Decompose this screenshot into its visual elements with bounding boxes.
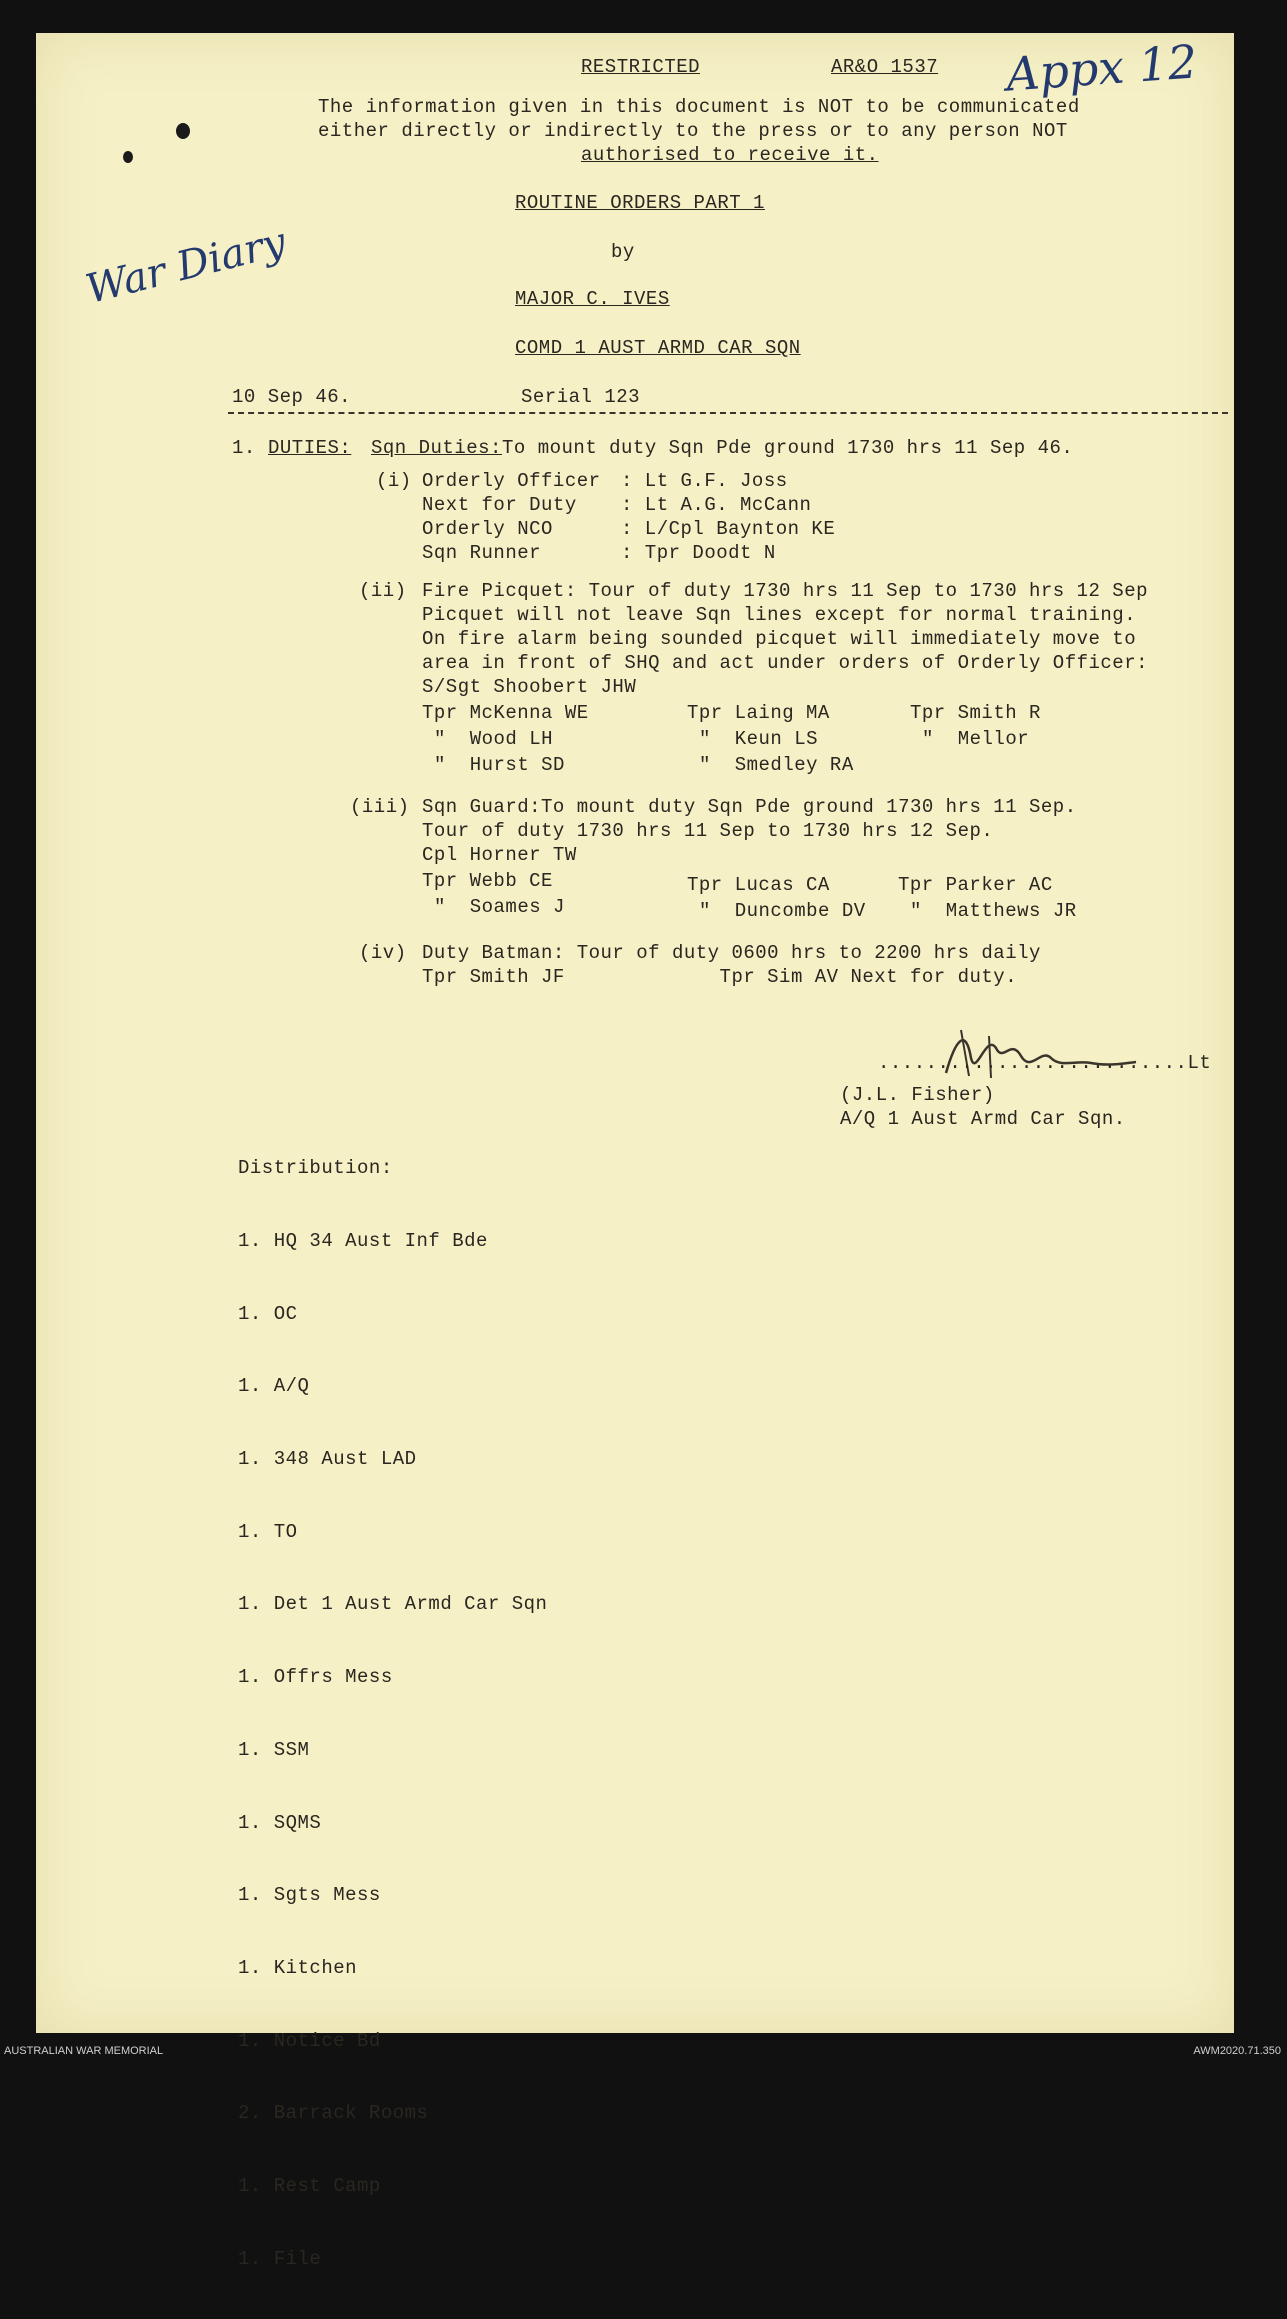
distribution-item: 1. 348 Aust LAD [238,1448,417,1471]
title-commander: MAJOR C. IVES [515,288,670,310]
next-for-duty-name: : Lt A.G. McCann [621,494,812,516]
distribution-item: 1. Sgts Mess [238,1884,381,1907]
orderly-nco-name: : L/Cpl Baynton KE [621,518,836,540]
appendix-annotation: Appx 12 [1004,34,1199,102]
war-diary-note: War Diary [81,219,291,313]
item-i-number: (i) [376,470,412,492]
sqn-guard-line-2: Tour of duty 1730 hrs 11 Sep to 1730 hrs 12 Sep. [422,820,994,842]
guard-member: " Matthews JR [910,900,1077,922]
guard-member: Tpr Lucas CA [687,874,830,896]
notice-line-1: The information given in this document is NOT to be communicated [318,96,1080,118]
picquet-member: Tpr Laing MA [687,702,830,724]
sqn-runner-role: Sqn Runner [422,542,542,564]
distribution-item: 1. OC [238,1302,298,1325]
classification-label: RESTRICTED [581,56,701,78]
sqn-duties-text: To mount duty Sqn Pde ground 1730 hrs 11 Sep 46. [502,437,1074,459]
sqn-duties-label: Sqn Duties: [371,437,502,459]
distribution-list [238,1181,547,2319]
distribution-item: 1. Offrs Mess [238,1666,393,1689]
next-for-duty-role: Next for Duty [422,494,577,516]
orderly-officer-name: : Lt G.F. Joss [621,470,788,492]
sqn-guard-line-1: Sqn Guard:To mount duty Sqn Pde ground 1730 hrs 11 Sep. [422,796,1077,818]
duty-batman-line-1: Duty Batman: Tour of duty 0600 hrs to 2200 hrs daily [422,942,1041,964]
section-1-heading: DUTIES: [268,437,352,459]
distribution-item: 1. Rest Camp [238,2174,381,2197]
picquet-member: " Keun LS [699,728,819,750]
sqn-runner-name: : Tpr Doodt N [621,542,776,564]
signatory-name: (J.L. Fisher) [840,1084,995,1106]
distribution-item: 1. SSM [238,1738,310,1761]
distribution-item: 1. Notice Bd [238,2029,381,2052]
fire-picquet-line-3: On fire alarm being sounded picquet will immediately move to [422,628,1137,650]
header-divider [228,412,1228,414]
footer-source: AUSTRALIAN WAR MEMORIAL [4,2045,164,2057]
distribution-item: 2. Barrack Rooms [238,2102,429,2125]
distribution-item: 1. HQ 34 Aust Inf Bde [238,1230,488,1252]
picquet-member: " Wood LH [434,728,554,750]
distribution-heading: Distribution: [238,1157,393,1179]
picquet-member: " Mellor [922,728,1030,750]
distribution-item: 1. A/Q [238,1375,310,1398]
notice-line-3: authorised to receive it. [581,144,879,166]
guard-member: " Duncombe DV [699,900,866,922]
order-date: 10 Sep 46. [232,386,352,408]
orderly-officer-role: Orderly Officer [422,470,601,492]
signatory-position: A/Q 1 Aust Armd Car Sqn. [840,1108,1126,1130]
item-iv-number: (iv) [359,942,407,964]
distribution-item: 1. File [238,2247,322,2270]
signature-dots: ..........................Lt [878,1052,1212,1074]
picquet-member: Tpr McKenna WE [422,702,589,724]
item-ii-number: (ii) [359,580,407,602]
fire-picquet-line-4: area in front of SHQ and act under orders of Orderly Officer: [422,652,1149,674]
picquet-member: " Hurst SD [434,754,565,776]
item-iii-number: (iii) [350,796,410,818]
reference-number: AR&O 1537 [831,56,939,78]
section-1-number: 1. [232,437,256,459]
fire-picquet-line-5: S/Sgt Shoobert JHW [422,676,637,698]
fire-picquet-line-1: Fire Picquet: Tour of duty 1730 hrs 11 Sep to 1730 hrs 12 Sep [422,580,1149,602]
order-serial: Serial 123 [521,386,641,408]
footer-accession: AWM2020.71.350 [1193,2045,1281,2057]
picquet-member: Tpr Smith R [910,702,1041,724]
distribution-item: 1. TO [238,1520,298,1543]
title-routine-orders: ROUTINE ORDERS PART 1 [515,192,765,214]
distribution-item: 1. SQMS [238,1811,322,1834]
sqn-guard-line-3: Cpl Horner TW [422,844,577,866]
notice-line-2: either directly or indirectly to the press or to any person NOT [318,120,1068,142]
title-unit: COMD 1 AUST ARMD CAR SQN [515,337,801,359]
guard-member: Tpr Parker AC [898,874,1053,896]
distribution-item: 1. Kitchen [238,1956,358,1979]
fire-picquet-line-2: Picquet will not leave Sqn lines except for normal training. [422,604,1137,626]
title-by: by [611,241,635,263]
punch-hole-bottom [123,151,133,163]
duty-batman-line-2: Tpr Smith JF Tpr Sim AV Next for duty. [422,966,1018,988]
punch-hole-top [176,123,190,139]
orderly-nco-role: Orderly NCO [422,518,553,540]
picquet-member: " Smedley RA [699,754,854,776]
guard-member: " Soames J [434,896,565,918]
guard-member: Tpr Webb CE [422,870,553,892]
distribution-item: 1. Det 1 Aust Armd Car Sqn [238,1593,548,1616]
